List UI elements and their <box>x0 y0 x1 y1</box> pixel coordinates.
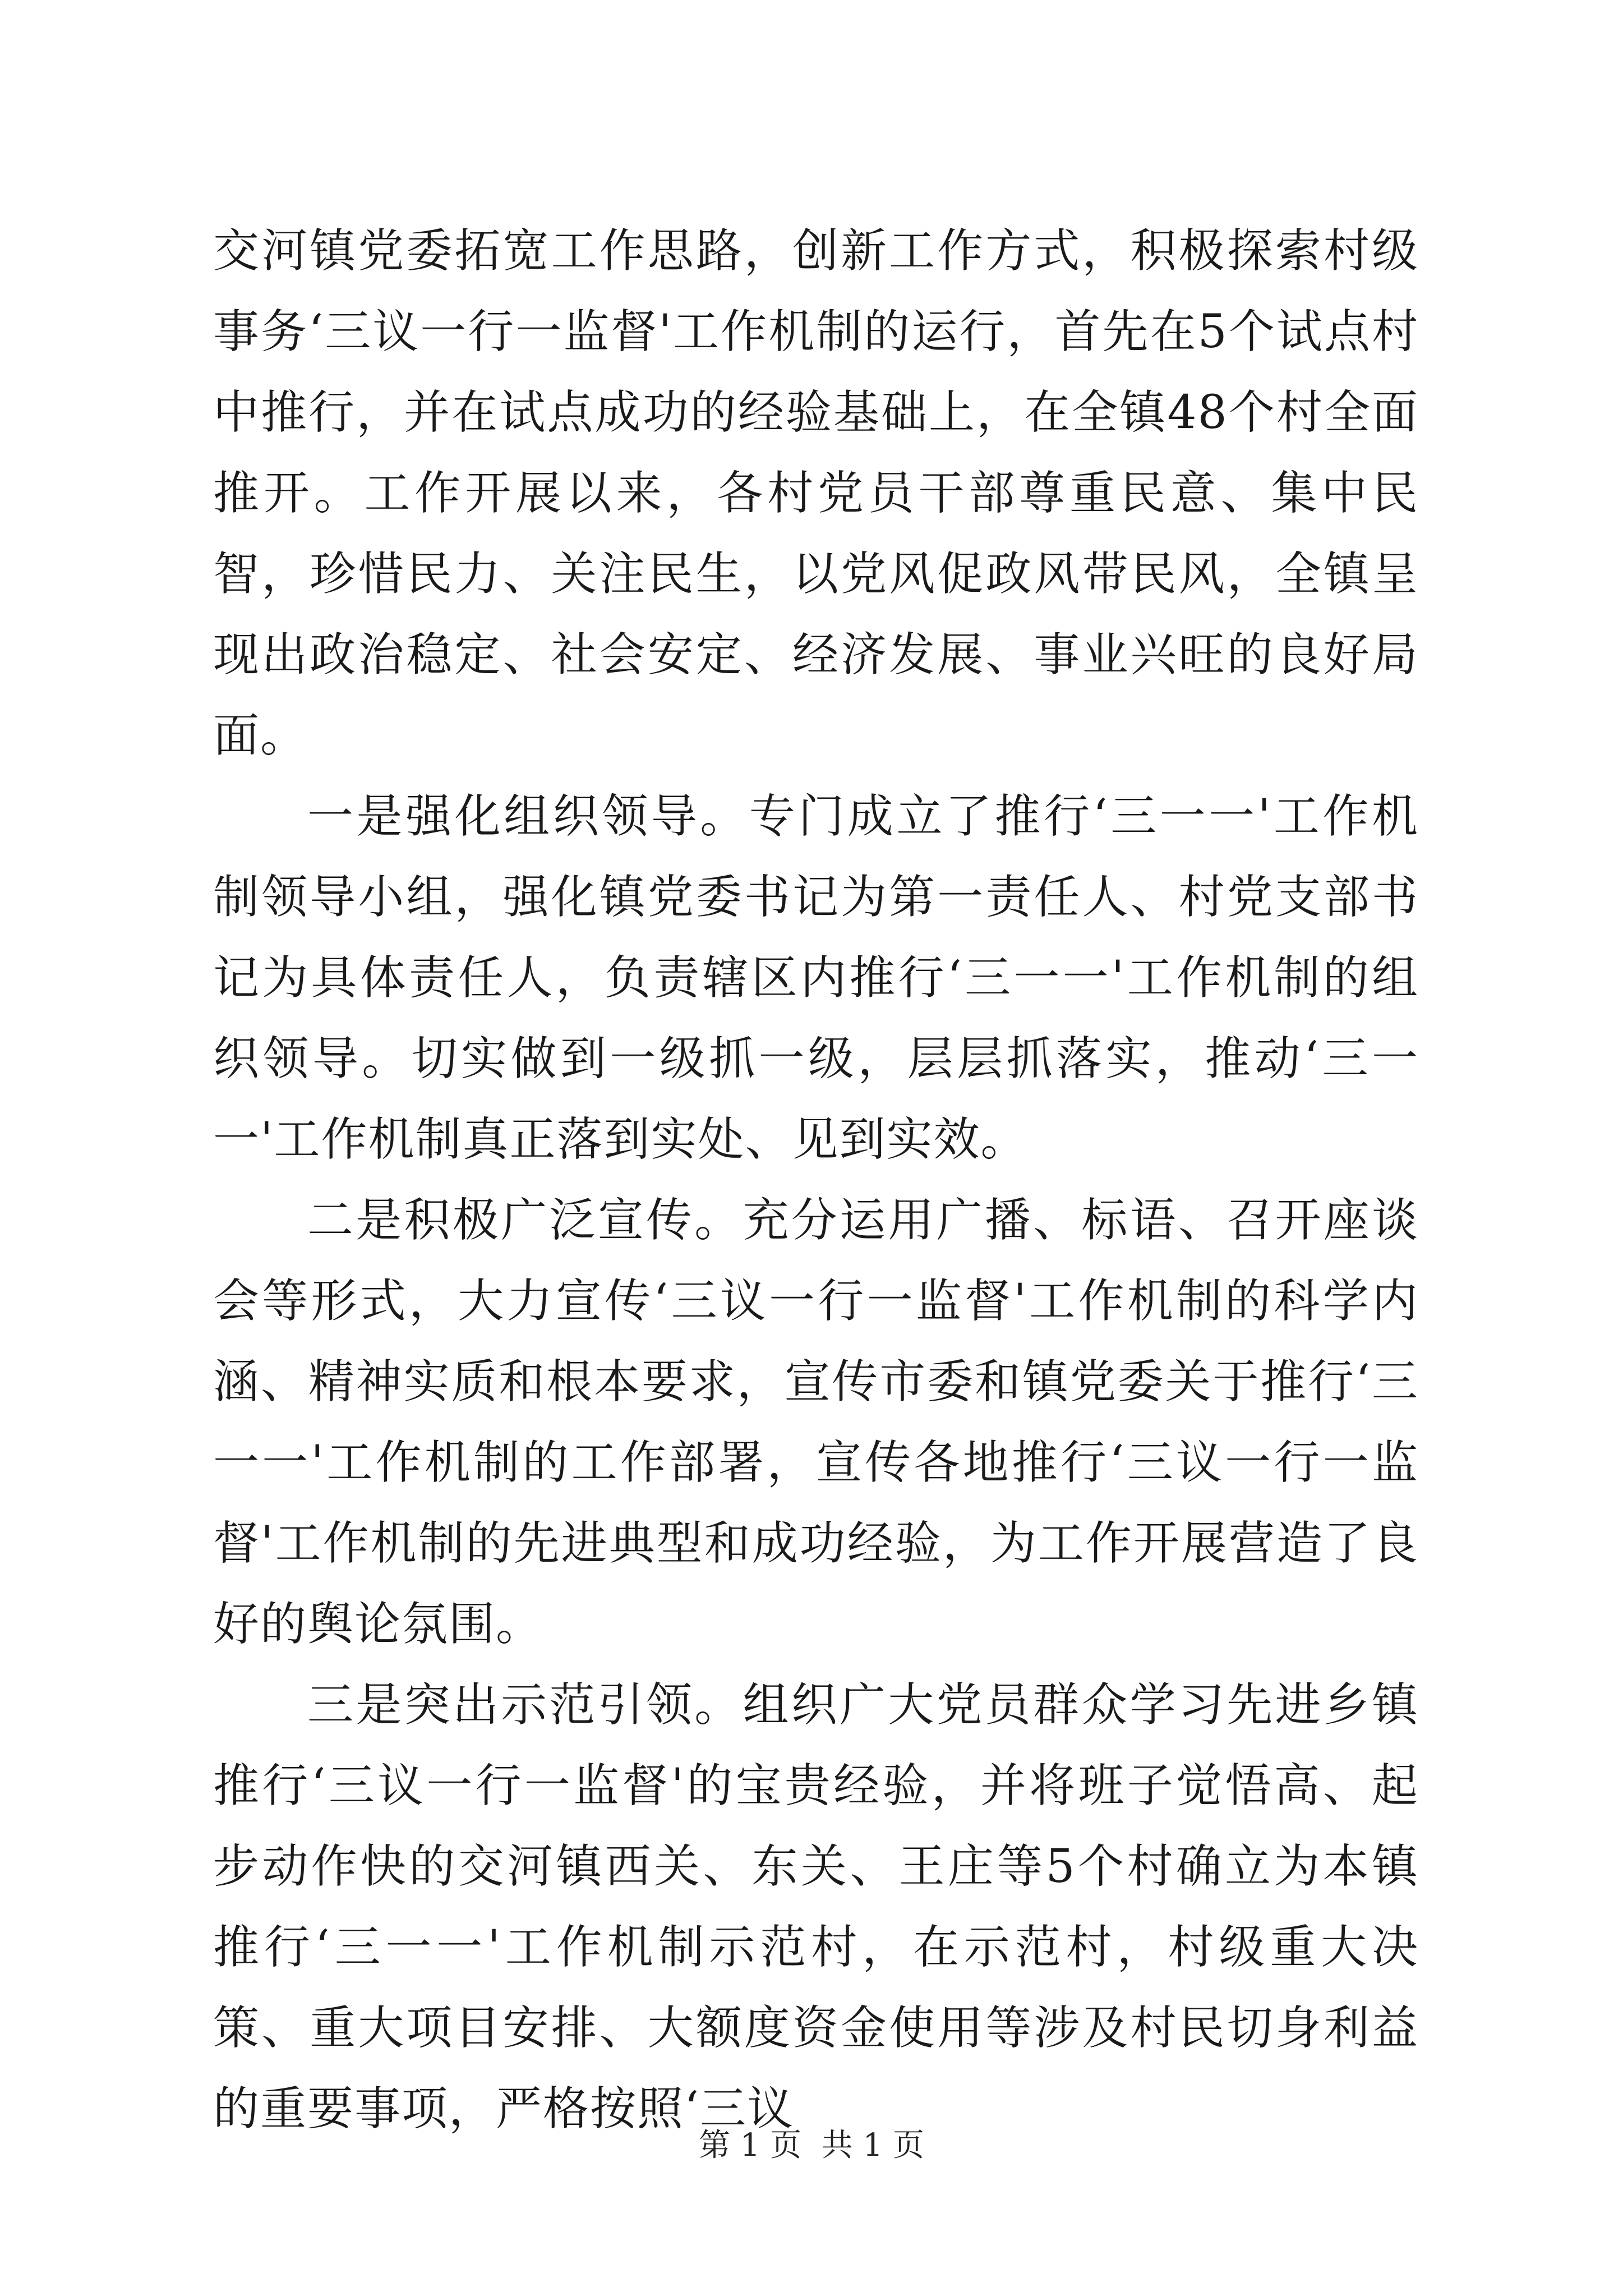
paragraph-intro: 交河镇党委拓宽工作思路，创新工作方式，积极探索村级事务‘三议一行一监督'工作机制的运行，首先在5个试点村中推行，并在试点成功的经验基础上，在全镇48个村全面推开。工作开展以来，各村党员干部尊重民意、集中民智，珍惜民力、关注民生，以党风促政风带民风，全镇呈现出政治稳定、社会安定、经济发展、事业兴旺的良好局面。 <box>213 224 1419 762</box>
paragraph-organization-leadership: 一是强化组织领导。专门成立了推行‘三一一'工作机制领导小组，强化镇党委书记为第一责任人、村党支部书记为具体责任人，负责辖区内推行‘三一一'工作机制的组织领导。切实做到一级抓一级，层层抓落实，推动‘三一一'工作机制真正落到实处、见到实效。 <box>213 790 1419 1166</box>
document-body <box>213 211 1419 2150</box>
page-footer <box>0 2126 1623 2165</box>
paragraph-publicity: 二是积极广泛宣传。充分运用广播、标语、召开座谈会等形式，大力宣传‘三议一行一监督'工作机制的科学内涵、精神实质和根本要求，宣传市委和镇党委关于推行‘三一一'工作机制的工作部署，宣传各地推行‘三议一行一监督'工作机制的先进典型和成功经验，为工作开展营造了良好的舆论氛围。 <box>213 1194 1419 1651</box>
page-number-label: 第 1 页 共 1 页 <box>698 2127 925 2164</box>
paragraph-demonstration: 三是突出示范引领。组织广大党员群众学习先进乡镇推行‘三议一行一监督'的宝贵经验，并将班子觉悟高、起步动作快的交河镇西关、东关、王庄等5个村确立为本镇推行‘三一一'工作机制示范村，在示范村，村级重大决策、重大项目安排、大额度资金使用等涉及村民切身利益的重要事项，严格按照‘三议 <box>213 1678 1419 2136</box>
